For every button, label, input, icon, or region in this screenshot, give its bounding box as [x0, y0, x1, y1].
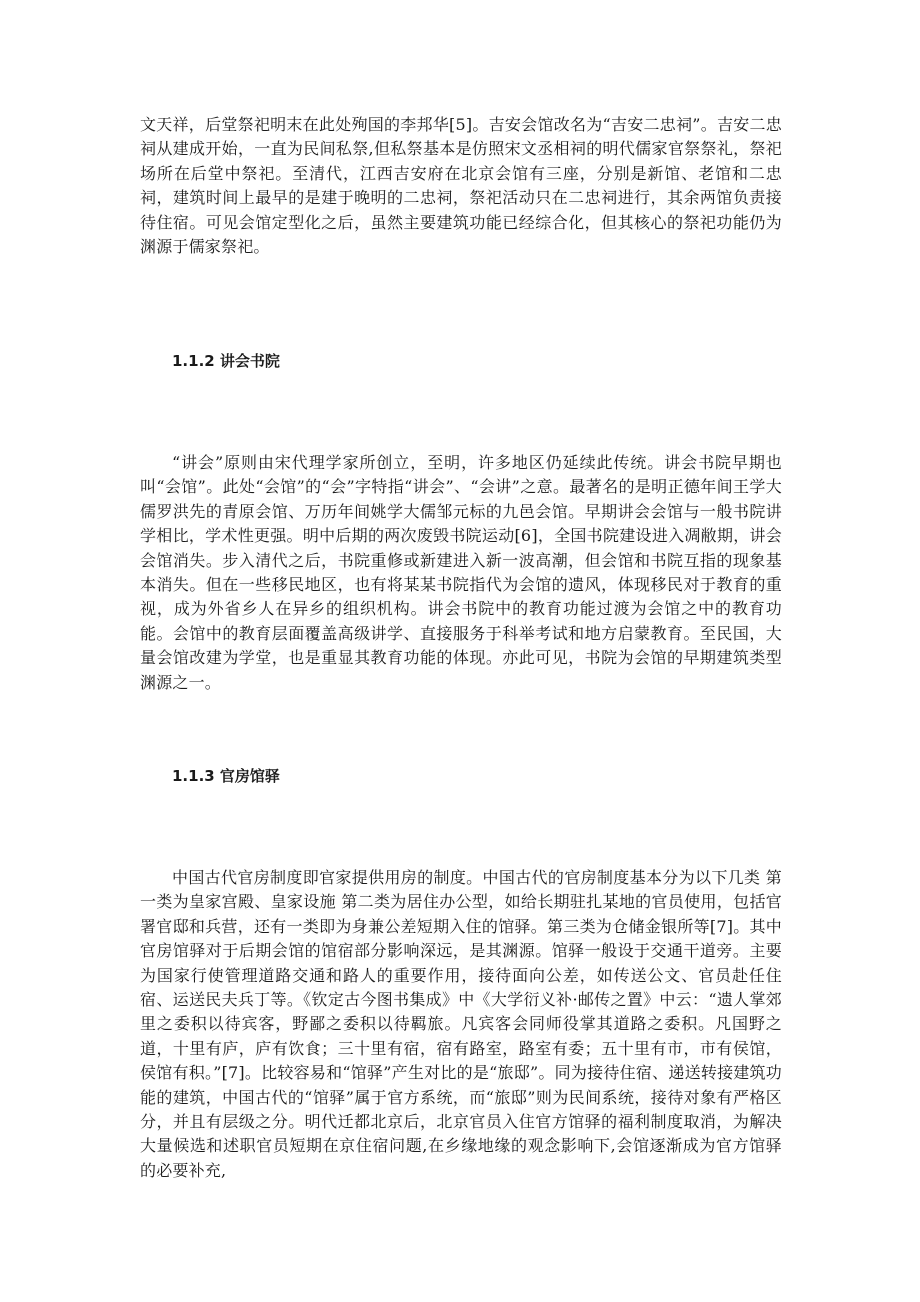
section-heading: 1.1.2 讲会书院	[172, 352, 280, 370]
body-paragraph: “讲会”原则由宋代理学家所创立，至明，许多地区仍延续此传统。讲会书院早期也叫“会馆”。此处“会馆”的“会”字特指“讲会”、“会讲”之意。最著名的是明正德年间王学大儒罗洪先的青原会馆、万历年间姚学大儒邹元标的九邑会馆。早期讲会会馆与一般书院讲学相比，学术性更强。明中后期的两次废毁书院运动[6]，全国书院建设进入凋敝期，讲会会馆消失。步入清代之后，书院重修或新建进入新一波高潮，但会馆和书院互指的现象基本消失。但在一些移民地区，也有将某某书院指代为会馆的遗风，体现移民对于教育的重视，成为外省乡人在异乡的组织机构。讲会书院中的教育功能过渡为会馆之中的教育功能。会馆中的教育层面覆盖高级讲学、直接服务于科举考试和地方启蒙教育。至民国，大量会馆改建为学堂，也是重显其教育功能的体现。亦此可见，书院为会馆的早期建筑类型渊源之一。	[140, 453, 782, 692]
body-paragraph: 文天祥，后堂祭祀明末在此处殉国的李邦华[5]。吉安会馆改名为“吉安二忠祠”。吉安二忠祠从建成开始，一直为民间私祭,但私祭基本是仿照宋文丞相祠的明代儒家官祭祭礼，祭祀场所在后堂中祭祀。至清代，江西吉安府在北京会馆有三座，分别是新馆、老馆和二忠祠，建筑时间上最早的是建于晚明的二忠祠，祭祀活动只在二忠祠进行，其余两馆负责接待住宿。可见会馆定型化之后，虽然主要建筑功能已经综合化，但其核心的祭祀功能仍为渊源于儒家祭祀。	[140, 115, 782, 257]
section-heading: 1.1.3 官房馆驿	[172, 767, 280, 785]
body-paragraph: 中国古代官房制度即官家提供用房的制度。中国古代的官房制度基本分为以下几类 第一类为皇家宫殿、皇家设施 第二类为居住办公型，如给长期驻扎某地的官员使用，包括官署官邸和兵营，还有一类即为身兼公差短期入住的馆驿。第三类为仓储金银所等[7]。其中官房馆驿对于后期会馆的馆宿部分影响深远，是其渊源。馆驿一般设于交通干道旁。主要为国家行使管理道路交通和路人的重要作用，接待面向公差，如传送公文、官员赴任住宿、运送民夫兵丁等。《钦定古今图书集成》中《大学衍义补·邮传之置》中云：“遗人掌郊里之委积以待宾客，野鄙之委积以待羁旅。凡宾客会同师役掌其道路之委积。凡国野之道，十里有庐，庐有饮食；三十里有宿，宿有路室，路室有委；五十里有市，市有侯馆，侯馆有积。”[7]。比较容易和“馆驿”产生对比的是“旅邸”。同为接待住宿、递送转接建筑功能的建筑，中国古代的“馆驿”属于官方系统，而“旅邸”则为民间系统，接待对象有严格区分，并且有层级之分。明代迁都北京后，北京官员入住官方馆驿的福利制度取消，为解决大量候选和述职官员短期在京住宿问题,在乡缘地缘的观念影响下,会馆逐渐成为官方馆驿的必要补充,	[140, 868, 782, 1180]
